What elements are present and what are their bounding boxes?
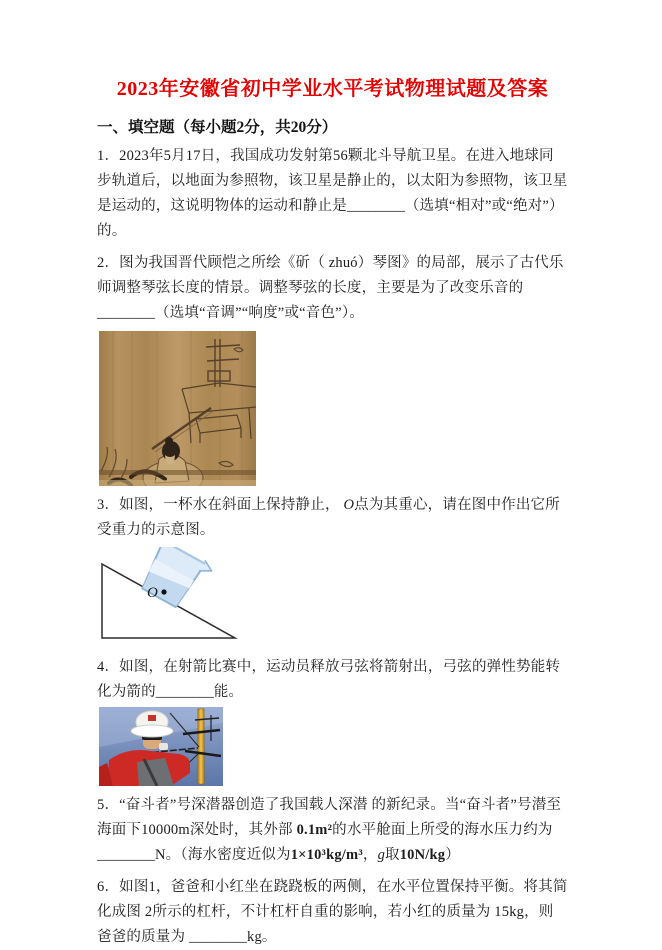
question-5-text: 5．“奋斗者”号深潜器创造了我国载人深潜 的新纪录。当“奋斗者”号潜至海面下10000m深处时，其外部 — [97, 797, 562, 838]
question-2-text: 2．图为我国晋代顾恺之所绘《斫（ zhuó）琴图》的局部，展示了古代乐师调整琴弦长度的情景。调整琴弦的长度，主要是为了改变乐音的 — [97, 255, 564, 296]
question-6 — [97, 875, 568, 950]
archer-hat-flag-badge — [148, 715, 156, 721]
question-3 — [97, 493, 568, 543]
question-5-density-value: 1×10³kg/m³ — [290, 847, 363, 863]
archer-hat-brim — [131, 725, 173, 737]
question-6-answer-blank: ________ — [189, 929, 248, 945]
beaker-center-of-gravity-label: O — [147, 585, 158, 601]
archery-photo — [99, 707, 223, 786]
question-5-text-6: ） — [445, 847, 460, 863]
zhuoqin-painting-image — [99, 331, 256, 486]
question-3-text-tail: 点为其重心，请在图中作出它所受重力的示意图。 — [97, 497, 560, 538]
question-6-text: 6．如图1，爸爸和小红坐在跷跷板的两侧，在水平位置保持平衡。将其简化成图 2所示的杠杆，不计杠杆自重的影响，若小红的质量为 15kg，则爸爸的质量为 — [97, 879, 568, 945]
painting-bottom-border — [99, 480, 256, 486]
question-5-text-4: ， — [362, 847, 378, 863]
question-6-text-tail: kg。 — [247, 929, 277, 945]
archer-glove-hand — [159, 743, 168, 750]
question-4 — [97, 655, 568, 705]
question-2-text-tail: （选填“音调”“响度”或“音色”）。 — [155, 305, 364, 321]
painting-mat-edge — [99, 470, 256, 475]
question-3-point-o: O — [343, 497, 355, 513]
question-5-g-symbol: g — [377, 847, 386, 863]
question-1-text-tail: （选填“相对”或“绝对”）的。 — [97, 198, 564, 239]
question-5-text-5: 取 — [385, 847, 400, 863]
question-5-text-3: N。（海水密度近似为 — [155, 847, 291, 863]
question-5-answer-blank: ________ — [97, 847, 155, 863]
incline-diagram-svg — [97, 547, 247, 648]
question-5 — [97, 793, 568, 868]
question-4-text: 4．如图，在射箭比赛中，运动员释放弓弦将箭射出，弓弦的弹性势能转化为箭的 — [97, 659, 561, 700]
question-3-text: 3．如图，一杯水在斜面上保持静止， — [97, 497, 344, 513]
section-heading-fill-in-blanks: 一、填空题（每小题2分，共20分） — [97, 119, 338, 136]
question-2-answer-blank: ________ — [97, 305, 155, 321]
question-4-text-tail: 能。 — [213, 684, 244, 700]
question-5-text-2: 的水平舱面上所受的海水压力约为 — [332, 822, 553, 838]
archery-photo-svg — [99, 707, 223, 786]
question-4-answer-blank: ________ — [155, 684, 214, 700]
question-5-g-value: 10N/kg — [399, 847, 446, 863]
question-2 — [97, 251, 568, 326]
question-1 — [97, 144, 568, 244]
question-1-text: 1．2023年5月17日，我国成功发射第56颗北斗导航卫星。在进入地球同步轨道后，以地面为参照物，该卫星是静止的，以太阳为参照物，该卫星是运动的，这说明物体的运动和静止是 — [97, 148, 568, 214]
question-5-area-value: 0.1m² — [296, 822, 333, 838]
incline-beaker-diagram — [97, 547, 247, 648]
question-1-answer-blank: ________ — [346, 198, 405, 214]
center-of-gravity-dot — [161, 589, 166, 594]
zhuoqin-painting-svg — [99, 331, 256, 486]
page-title: 2023年安徽省初中学业水平考试物理试题及答案 — [116, 78, 549, 100]
